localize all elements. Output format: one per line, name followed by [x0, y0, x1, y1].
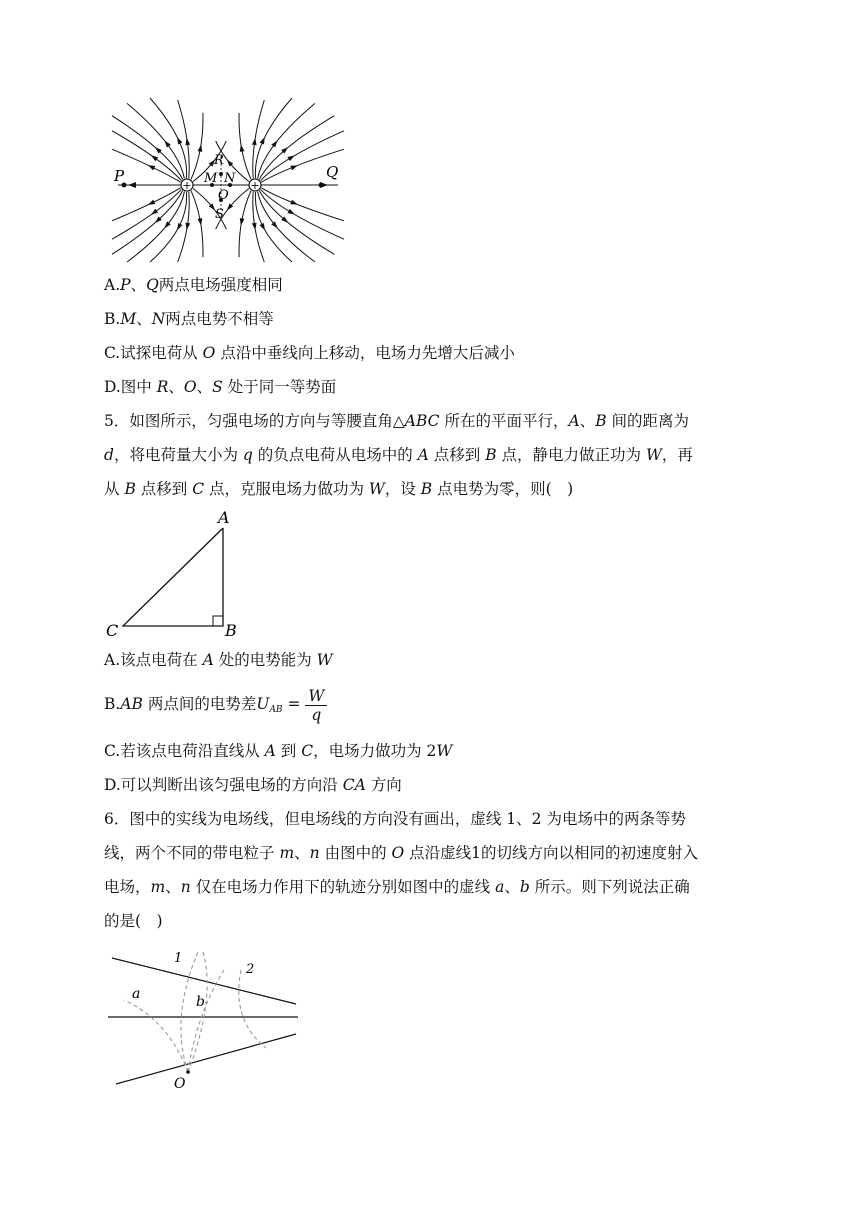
charge-plus-left: + — [182, 179, 192, 192]
q6-stem-line-4: 的是( ) — [104, 912, 163, 930]
label-2: 2 — [246, 962, 255, 977]
field-trajectory-figure — [104, 940, 304, 1092]
q6-stem-line-2: 线，两个不同的带电粒子 m、n 由图中的 O 点沿虚线1的切线方向以相同的初速度射入 — [104, 844, 699, 862]
q6-stem-line-3: 电场，m、n 仅在电场力作用下的轨迹分别如图中的虚线 a、b 所示。则下列说法正确 — [104, 878, 690, 896]
charge-plus-right: + — [250, 179, 260, 192]
q5-stem-line-2: d，将电荷量大小为 q 的负点电荷从电场中的 A 点移到 B 点，静电力做正功为 W，再 — [104, 446, 693, 464]
q5-stem-line-1: 5．如图所示，匀强电场的方向与等腰直角△ABC 所在的平面平行，A、B 间的距离为 — [104, 412, 690, 430]
label-b: b — [196, 994, 205, 1010]
label-a: a — [132, 986, 141, 1002]
label-1: 1 — [174, 951, 183, 966]
q5-option-d: D.可以判断出该匀强电场的方向沿 CA 方向 — [104, 776, 402, 794]
fraction-w-over-q: $\frac{W}{q}$ — [305, 687, 327, 724]
q5-stem-line-3: 从 B 点移到 C 点，克服电场力做功为 W，设 B 点电势为零，则( ) — [104, 480, 574, 498]
field-lines-figure — [108, 96, 348, 264]
q5-option-a: A.该点电荷在 A 处的电势能为 W — [104, 651, 333, 669]
q6-stem-line-1: 6．图中的实线为电场线，但电场线的方向没有画出，虚线 1、2 为电场中的两条等势 — [104, 810, 686, 828]
label-P: P — [114, 167, 125, 185]
q4-option-a: A.P、Q两点电场强度相同 — [104, 276, 283, 294]
label-B: B — [225, 621, 237, 640]
label-Q: Q — [326, 163, 339, 181]
triangle-figure — [100, 508, 250, 642]
label-A: A — [218, 508, 230, 527]
label-O: O — [218, 188, 229, 203]
label-N: N — [224, 171, 236, 186]
q4-option-b: B.M、N两点电势不相等 — [104, 310, 274, 328]
label-M: M — [204, 171, 218, 186]
label-R: R — [214, 153, 224, 168]
q4-option-d: D.图中 R、O、S 处于同一等势面 — [104, 378, 337, 396]
q5-option-c: C.若该点电荷沿直线从 A 到 C，电场力做功为 2W — [104, 742, 453, 760]
label-O-point: O — [174, 1076, 186, 1092]
q4-option-c: C.试探电荷从 O 点沿中垂线向上移动，电场力先增大后减小 — [104, 344, 515, 362]
label-S: S — [215, 207, 224, 222]
label-C: C — [106, 621, 119, 640]
q5-option-b: B.AB 两点间的电势差$U_{AB}$ = $\frac{W}{q}$ — [104, 684, 327, 730]
